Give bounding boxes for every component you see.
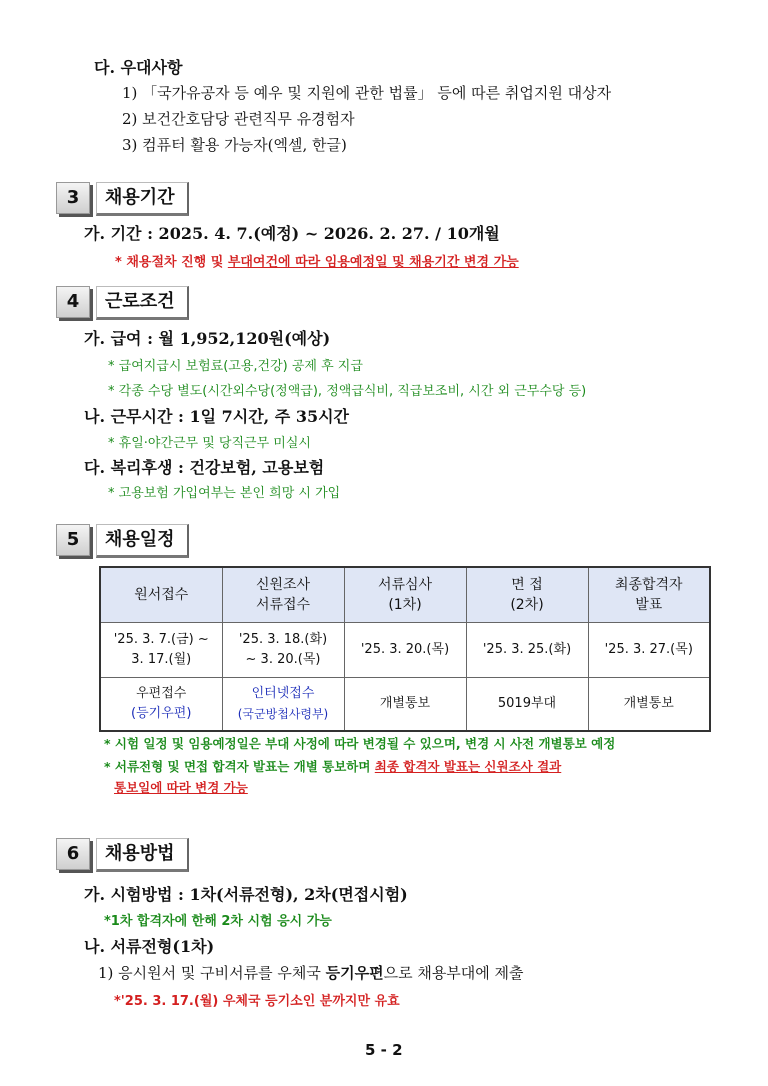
schedule-note-2-underlined: 최종 합격자 발표는 신원조사 결과 [374,759,562,774]
doc-item [98,962,524,983]
method-cell [222,678,344,732]
date-cell: '25. 3. 7.(금) ~ 3. 17.(월) [100,623,222,678]
welfare-line: 다. 복리후생 : 건강보험, 고용보험 [84,458,325,477]
doc-heading: 나. 서류전형(1차) [84,937,215,956]
table-row [100,678,710,732]
date-cell: '25. 3. 20.(목) [344,623,466,678]
table-row [100,623,710,678]
preference-heading: 다. 우대사항 [94,58,183,77]
section-title: 채용기간 [96,182,189,216]
method-cell: 개별통보 [344,678,466,732]
section-number: 6 [56,838,90,870]
schedule-note-2 [104,757,561,775]
schedule-note-2-cont: 통보일에 따라 변경 가능 [114,780,248,795]
doc-note: *'25. 3. 17.(월) 우체국 등기소인 분까지만 유효 [114,994,400,1009]
doc-item-text: 1) 응시원서 및 구비서류를 우체국 [98,964,326,982]
section-title: 채용일정 [96,524,189,558]
pay-line: 가. 급여 : 월 1,952,120원(예상) [84,329,331,348]
method-text: 우편접수 [136,686,187,701]
schedule-note-2-text: * 서류전형 및 면접 합격자 발표는 개별 통보하며 [104,759,375,774]
welfare-note: * 고용보험 가입여부는 본인 희망 시 가입 [108,486,341,501]
header-cell: 면 접 (2차) [466,567,588,623]
method-cell: 5019부대 [466,678,588,732]
section-title: 채용방법 [96,838,189,872]
date-cell: '25. 3. 27.(목) [588,623,710,678]
header-cell: 서류심사 (1차) [344,567,466,623]
doc-item-text-end: 으로 채용부대에 제출 [383,964,524,982]
method-cell: 개별통보 [588,678,710,732]
hours-line: 나. 근무시간 : 1일 7시간, 주 35시간 [84,407,350,426]
date-cell: '25. 3. 18.(화) ~ 3. 20.(목) [222,623,344,678]
header-cell: 최종합격자 발표 [588,567,710,623]
section-number: 5 [56,524,90,556]
period-note [115,251,519,270]
period-note-underlined: 부대여건에 따라 임용예정일 및 채용기간 변경 가능 [227,255,519,270]
header-cell: 신원조사 서류접수 [222,567,344,623]
page-number: 5 - 2 [365,1041,403,1059]
period-note-text: * 채용절차 진행 및 [115,255,228,270]
preference-item-2: 2) 보건간호담당 관련직무 유경험자 [122,110,355,128]
date-cell: '25. 3. 25.(화) [466,623,588,678]
pay-note-2: * 각종 수당 별도(시간외수당(정액급), 정액급식비, 직급보조비, 시간 외 근무수당 등) [108,384,587,399]
section-number: 4 [56,286,90,318]
pay-note-1: * 급여지급시 보험료(고용,건강) 공제 후 지급 [108,359,363,374]
period-line: 가. 기간 : 2025. 4. 7.(예정) ~ 2026. 2. 27. / 10개월 [84,224,500,243]
table-header-row [100,567,710,623]
method-text: 인터넷접수 [251,686,315,701]
section-number: 3 [56,182,90,214]
doc-item-bold: 등기우편 [325,964,384,982]
schedule-note-1: * 시험 일정 및 임용예정일은 부대 사정에 따라 변경될 수 있으며, 변경 시 사전 개별통보 예정 [104,736,616,751]
method-cell [100,678,222,732]
section-title: 근로조건 [96,286,189,320]
method-subtext: (국군방첩사령부) [237,707,329,721]
schedule-table [99,566,711,732]
header-cell: 원서접수 [100,567,222,623]
preference-item-1: 1) 「국가유공자 등 예우 및 지원에 관한 법률」 등에 따른 취업지원 대상자 [122,84,612,102]
preference-item-3: 3) 컴퓨터 활용 가능자(엑셀, 한글) [122,136,347,154]
method-line: 가. 시험방법 : 1차(서류전형), 2차(면접시험) [84,885,408,904]
method-note: *1차 합격자에 한해 2차 시험 응시 가능 [104,914,332,929]
method-subtext: (등기우편) [131,706,192,721]
hours-note: * 휴일·야간근무 및 당직근무 미실시 [108,436,311,451]
